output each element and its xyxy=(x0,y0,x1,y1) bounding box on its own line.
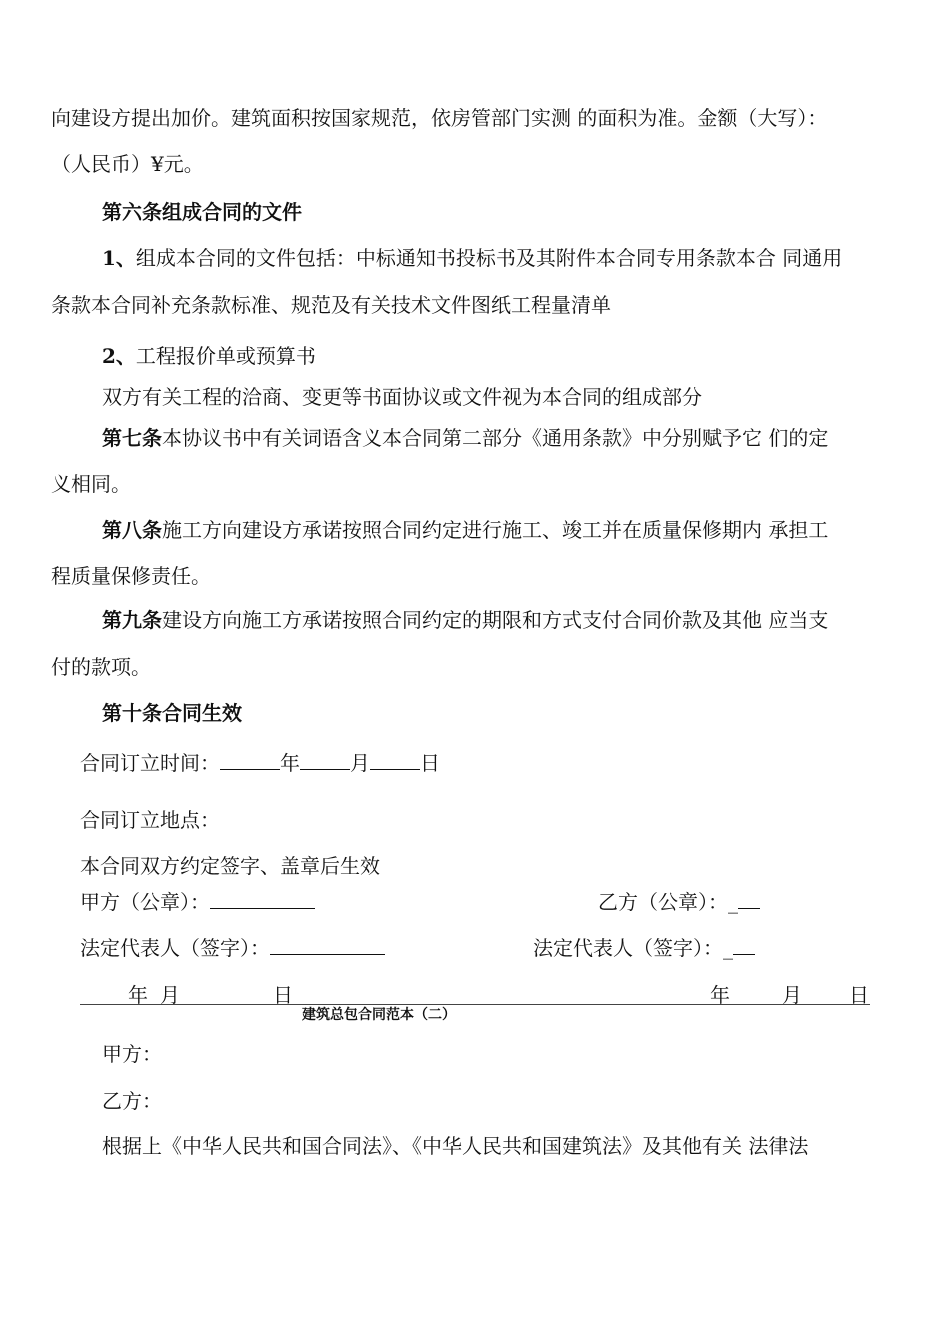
article-7-continued: 义相同。 xyxy=(51,472,131,496)
rep-a-sign-blank[interactable] xyxy=(270,936,385,955)
article-9-continued: 付的款项。 xyxy=(51,655,151,679)
party-b-month: 月 xyxy=(782,983,802,1007)
contract-date-line xyxy=(80,749,440,777)
party-a-year: 年 xyxy=(128,983,148,1007)
day-blank[interactable] xyxy=(370,751,420,770)
article-6-heading: 第六条组成合同的文件 xyxy=(102,200,302,224)
signature-divider xyxy=(80,1004,870,1005)
party-b-day: 日 xyxy=(849,983,869,1007)
article-7-text: 本协议书中有关词语含义本合同第二部分《通用条款》中分别赋予它 们的定 xyxy=(162,426,829,450)
party-a-month: 月 xyxy=(160,983,180,1007)
month-blank[interactable] xyxy=(300,751,350,770)
contract-place: 合同订立地点： xyxy=(80,808,220,832)
intro-text-1: 向建设方提出加价。建筑面积按国家规范，依房管部门实测 的面积为准。金额（大写）： xyxy=(51,106,828,130)
rep-a-sign-label: 法定代表人（签字）： xyxy=(80,936,270,960)
party-b-seal xyxy=(598,888,760,916)
article-8-continued: 程质量保修责任。 xyxy=(51,564,211,588)
contract-2-basis: 根据上《中华人民共和国合同法》、《中华人民共和国建筑法》及其他有关 法律法 xyxy=(102,1134,809,1158)
month-label: 月 xyxy=(350,751,370,775)
contract-effect: 本合同双方约定签字、盖章后生效 xyxy=(80,854,380,878)
rep-b-sign-blank[interactable] xyxy=(733,936,755,955)
day-label: 日 xyxy=(420,751,440,775)
article-7 xyxy=(102,424,828,452)
contract-2-party-a: 甲方： xyxy=(102,1042,162,1066)
year-label: 年 xyxy=(280,751,300,775)
article-6-item-2 xyxy=(102,342,316,370)
article-9-title: 第九条 xyxy=(102,608,162,632)
party-b-seal-blank[interactable] xyxy=(738,890,760,909)
item-1-text: 组成本合同的文件包括：中标通知书投标书及其附件本合同专用条款本合 同通用 xyxy=(135,246,843,270)
article-9 xyxy=(102,606,828,634)
article-8-text: 施工方向建设方承诺按照合同约定进行施工、竣工并在质量保修期内 承担工 xyxy=(162,518,829,542)
article-7-title: 第七条 xyxy=(102,426,162,450)
intro-line-1 xyxy=(51,104,896,132)
rep-b-sign xyxy=(533,934,755,962)
article-6-item-3: 双方有关工程的洽商、变更等书面协议或文件视为本合同的组成部分 xyxy=(102,385,702,409)
article-10-heading: 第十条合同生效 xyxy=(102,701,242,725)
party-a-seal xyxy=(80,888,315,916)
party-b-seal-label: 乙方（公章）：_ xyxy=(598,890,738,914)
contract-2-title: 建筑总包合同范本（二） xyxy=(302,1007,456,1023)
rep-b-sign-label: 法定代表人（签字）：_ xyxy=(533,936,733,960)
contract-date-label: 合同订立时间： xyxy=(80,751,220,775)
article-6-item-1 xyxy=(102,244,896,272)
rep-a-sign xyxy=(80,934,385,962)
item-2-text: 工程报价单或预算书 xyxy=(135,344,316,368)
contract-2-party-b: 乙方： xyxy=(102,1089,162,1113)
party-b-year: 年 xyxy=(710,983,730,1007)
year-blank[interactable] xyxy=(220,751,280,770)
article-9-text: 建设方向施工方承诺按照合同约定的期限和方式支付合同价款及其他 应当支 xyxy=(162,608,829,632)
item-2-number: 2、 xyxy=(102,344,136,368)
article-8 xyxy=(102,516,828,544)
article-6-item-1-continued: 条款本合同补充条款标准、规范及有关技术文件图纸工程量清单 xyxy=(51,293,611,317)
party-a-seal-label: 甲方（公章）： xyxy=(80,890,210,914)
party-a-seal-blank[interactable] xyxy=(210,890,315,909)
party-a-day: 日 xyxy=(273,983,293,1007)
intro-line-2: （人民币）¥元。 xyxy=(51,152,204,176)
article-8-title: 第八条 xyxy=(102,518,162,542)
item-1-number: 1、 xyxy=(102,246,136,270)
